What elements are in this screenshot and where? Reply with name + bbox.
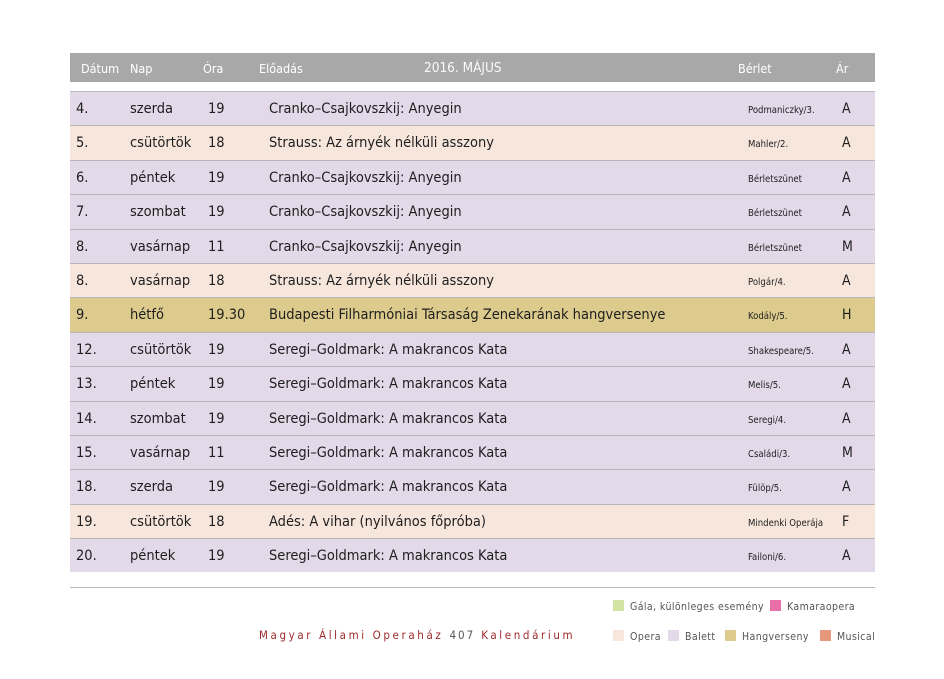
row-subscription: Polgár/4. (748, 276, 786, 288)
row-price: M (842, 444, 853, 461)
table-row (70, 297, 875, 331)
header-time: Óra (203, 61, 224, 76)
header-title: 2016. MÁJUS (424, 60, 502, 76)
row-day: péntek (130, 376, 176, 393)
legend-label: Hangverseny (742, 631, 809, 643)
row-time: 19 (208, 204, 225, 221)
row-time: 18 (208, 513, 225, 530)
row-price: A (842, 204, 851, 221)
legend-ballet (668, 630, 716, 643)
table-header (70, 53, 875, 82)
schedule-table (70, 91, 875, 572)
legend-swatch-musical (820, 630, 831, 641)
row-price: A (842, 101, 851, 117)
row-show: Budapesti Filharmóniai Társaság Zenekarának hangversenye (269, 307, 666, 324)
row-day: szombat (130, 204, 186, 221)
row-date: 13. (76, 376, 97, 393)
row-day: vasárnap (130, 444, 191, 461)
row-day: szombat (130, 410, 186, 427)
row-show: Cranko–Csajkovszkij: Anyegin (269, 101, 462, 117)
row-date: 14. (76, 410, 97, 427)
page-number: 407 (449, 628, 476, 642)
table-row (70, 469, 875, 503)
row-day: vasárnap (130, 272, 191, 289)
row-date: 9. (76, 307, 89, 324)
row-time: 11 (208, 444, 225, 461)
header-price: Ár (836, 61, 849, 76)
footer-institution: Magyar Állami Operaház (259, 628, 444, 642)
row-date: 6. (76, 169, 89, 186)
header-subscription: Bérlet (738, 61, 772, 76)
row-day: szerda (130, 479, 174, 496)
row-price: A (842, 548, 851, 565)
legend-swatch-gala (613, 600, 624, 611)
row-subscription: Shakespeare/5. (748, 345, 814, 357)
row-day: csütörtök (130, 513, 192, 530)
row-price: A (842, 479, 851, 496)
row-date: 7. (76, 204, 89, 221)
row-day: péntek (130, 548, 176, 565)
row-show: Strauss: Az árnyék nélküli asszony (269, 135, 494, 152)
row-subscription: Podmaniczky/3. (748, 105, 815, 116)
row-time: 19 (208, 169, 225, 186)
table-row (70, 366, 875, 400)
row-subscription: Bérletszünet (748, 173, 803, 185)
row-date: 4. (76, 101, 89, 117)
row-subscription: Fülöp/5. (748, 483, 782, 495)
row-day: vasárnap (130, 238, 191, 255)
row-subscription: Bérletszünet (748, 208, 803, 220)
table-row (70, 504, 875, 538)
row-show: Cranko–Csajkovszkij: Anyegin (269, 204, 462, 221)
table-row (70, 435, 875, 469)
row-date: 5. (76, 135, 89, 152)
row-date: 12. (76, 341, 97, 358)
row-subscription: Seregi/4. (748, 414, 787, 426)
row-subscription: Mindenki Operája (748, 517, 824, 529)
row-day: hétfő (130, 307, 164, 324)
row-show: Strauss: Az árnyék nélküli asszony (269, 272, 494, 289)
row-show: Seregi–Goldmark: A makrancos Kata (269, 548, 508, 565)
row-show: Seregi–Goldmark: A makrancos Kata (269, 444, 508, 461)
row-price: A (842, 135, 851, 152)
table-row (70, 401, 875, 435)
table-row (70, 229, 875, 263)
row-date: 20. (76, 548, 97, 565)
legend-label: Musical (837, 631, 876, 643)
legend-swatch-opera (613, 630, 624, 641)
table-row (70, 91, 875, 125)
row-price: H (842, 307, 852, 324)
footer-section: Kalendárium (481, 628, 576, 642)
legend-label: Opera (630, 631, 661, 643)
row-show: Cranko–Csajkovszkij: Anyegin (269, 169, 462, 186)
table-row (70, 332, 875, 366)
row-subscription: Családi/3. (748, 448, 791, 460)
table-row (70, 125, 875, 159)
row-show: Adés: A vihar (nyilvános főpróba) (269, 513, 486, 530)
row-price: A (842, 410, 851, 427)
legend-musical (820, 630, 875, 643)
row-time: 11 (208, 238, 225, 255)
row-subscription: Melis/5. (748, 380, 781, 392)
header-date: Dátum (81, 61, 120, 76)
legend-swatch-ballet (668, 630, 679, 641)
legend-swatch-chamber-opera (770, 600, 781, 611)
row-time: 19.30 (208, 307, 246, 324)
header-show: Előadás (259, 61, 303, 76)
table-row (70, 160, 875, 194)
legend-label: Gála, különleges esemény (630, 601, 764, 613)
row-price: A (842, 376, 851, 393)
row-price: M (842, 238, 853, 255)
row-time: 19 (208, 376, 225, 393)
row-price: A (842, 169, 851, 186)
legend-label: Kamaraopera (787, 601, 856, 613)
row-show: Seregi–Goldmark: A makrancos Kata (269, 410, 508, 427)
table-row (70, 263, 875, 297)
row-price: A (842, 341, 851, 358)
row-day: csütörtök (130, 341, 192, 358)
legend-label: Balett (685, 631, 716, 643)
row-time: 19 (208, 101, 225, 117)
row-price: F (842, 513, 850, 530)
row-date: 8. (76, 238, 89, 255)
legend-concert (725, 630, 809, 643)
legend-chamber-opera (770, 600, 855, 613)
row-show: Seregi–Goldmark: A makrancos Kata (269, 376, 508, 393)
row-show: Seregi–Goldmark: A makrancos Kata (269, 479, 508, 496)
row-time: 18 (208, 272, 225, 289)
row-subscription: Failoni/6. (748, 552, 787, 564)
row-show: Cranko–Csajkovszkij: Anyegin (269, 238, 462, 255)
header-day: Nap (130, 61, 153, 76)
row-subscription: Kodály/5. (748, 311, 788, 323)
legend-gala (613, 600, 764, 613)
row-date: 8. (76, 272, 89, 289)
row-date: 15. (76, 444, 97, 461)
table-bottom-divider (70, 587, 875, 589)
row-day: péntek (130, 169, 176, 186)
row-date: 18. (76, 479, 97, 496)
row-show: Seregi–Goldmark: A makrancos Kata (269, 341, 508, 358)
row-time: 19 (208, 548, 225, 565)
table-row (70, 194, 875, 228)
row-price: A (842, 272, 851, 289)
legend-opera (613, 630, 661, 643)
row-time: 19 (208, 479, 225, 496)
legend-swatch-concert (725, 630, 736, 641)
row-subscription: Mahler/2. (748, 139, 789, 151)
row-day: szerda (130, 101, 174, 117)
row-date: 19. (76, 513, 97, 530)
row-time: 19 (208, 341, 225, 358)
row-time: 19 (208, 410, 225, 427)
row-day: csütörtök (130, 135, 192, 152)
page-footer (259, 628, 575, 642)
row-time: 18 (208, 135, 225, 152)
row-subscription: Bérletszünet (748, 242, 803, 254)
table-row (70, 538, 875, 572)
